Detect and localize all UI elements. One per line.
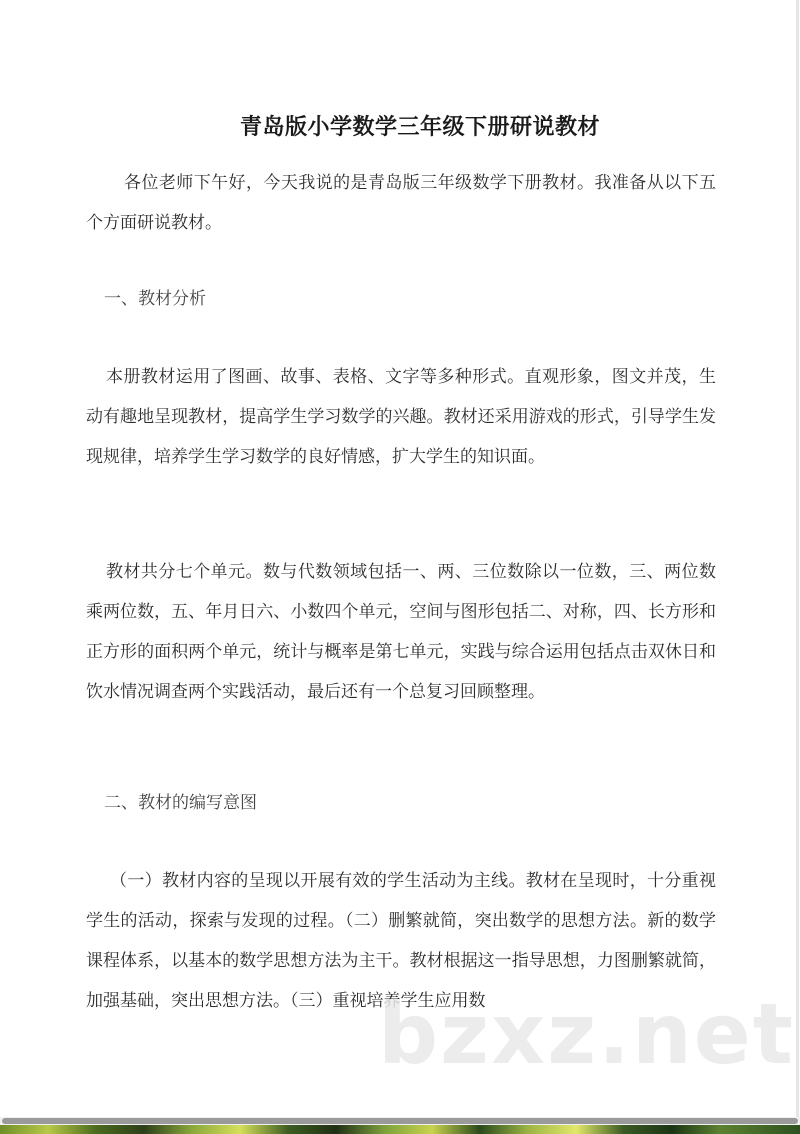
horizontal-scrollbar[interactable] <box>0 1117 800 1125</box>
page-title: 青岛版小学数学三年级下册研说教材 <box>239 114 600 140</box>
scrollbar-thumb[interactable] <box>2 1118 798 1124</box>
intro-paragraph: 各位老师下午好，今天我说的是青岛版三年级数学下册教材。我准备从以下五个方面研说教材。 <box>86 173 716 233</box>
section-heading-intent: 二、教材的编写意图 <box>104 793 257 813</box>
intent-paragraph-1: （一）教材内容的呈现以开展有效的学生活动为主线。教材在呈现时，十分重视学生的活动，探索与发现的过程。（二）删繁就简，突出数学的思想方法。新的数学课程体系，以基本的数学思想方法为主干。教材根据这一指导思想，力图删繁就简，加强基础，突出思想方法。（三）重视培养学生应用数 <box>86 871 716 1011</box>
analysis-paragraph-1: 本册教材运用了图画、故事、表格、文字等多种形式。直观形象，图文并茂，生动有趣地呈现教材，提高学生学习数学的兴趣。教材还采用游戏的形式，引导学生发现规律，培养学生学习数学的良好情感，扩大学生的知识面。 <box>86 367 716 467</box>
background-image-strip <box>0 1125 800 1134</box>
site-watermark: bzxz.net <box>378 985 795 1083</box>
analysis-paragraph-2: 教材共分七个单元。数与代数领域包括一、两、三位数除以一位数，三、两位数乘两位数，五、年月日六、小数四个单元，空间与图形包括二、对称，四、长方形和正方形的面积两个单元，统计与概率是第七单元，实践与综合运用包括点击双休日和饮水情况调查两个实践活动，最后还有一个总复习回顾整理。 <box>86 562 716 702</box>
section-heading-analysis: 一、教材分析 <box>104 289 206 309</box>
